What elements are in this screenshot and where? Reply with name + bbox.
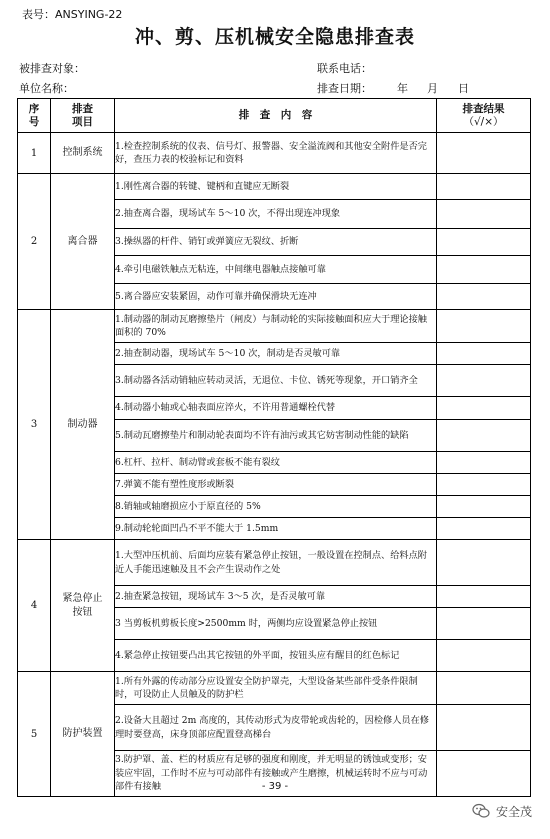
watermark-text: 安全茂 xyxy=(495,805,532,819)
col-project-header: 排查 项目 xyxy=(51,99,115,133)
project-name: 制动器 xyxy=(51,310,115,540)
result-cell[interactable] xyxy=(437,420,531,452)
target-label: 被排查对象： xyxy=(19,62,85,75)
result-cell[interactable] xyxy=(437,256,531,284)
date-year: 年 xyxy=(397,82,408,95)
table-row xyxy=(18,672,531,705)
chat-bubble-icon xyxy=(472,803,490,822)
check-item: 7.弹簧不能有塑性度形或断裂 xyxy=(115,474,437,496)
result-cell[interactable] xyxy=(437,200,531,229)
result-cell[interactable] xyxy=(437,343,531,365)
result-cell[interactable] xyxy=(437,397,531,420)
row-number: 1 xyxy=(18,133,51,174)
result-cell[interactable] xyxy=(437,365,531,397)
col-content-header: 排 查 内 容 xyxy=(115,99,437,133)
check-item: 2.抽查离合器，现场试车 5～10 次，不得出现连冲现象 xyxy=(115,200,437,229)
watermark xyxy=(472,803,532,822)
check-item: 5.离合器应安装紧固，动作可靠并确保滑块无连冲 xyxy=(115,284,437,310)
check-item: 4.制动器小轴或心轴表面应淬火，不许用普通螺栓代替 xyxy=(115,397,437,420)
result-cell[interactable] xyxy=(437,229,531,256)
table-row xyxy=(18,133,531,174)
check-item: 4.紧急停止按钮要凸出其它按钮的外平面，按钮头应有醒目的红色标记 xyxy=(115,640,437,672)
result-cell[interactable] xyxy=(437,496,531,518)
result-cell[interactable] xyxy=(437,608,531,640)
table-row xyxy=(18,310,531,343)
result-cell[interactable] xyxy=(437,705,531,751)
row-number: 3 xyxy=(18,310,51,540)
result-cell[interactable] xyxy=(437,540,531,586)
check-item: 1.所有外露的传动部分应设置安全防护罩壳，大型设备某些部件受条件限制时，可设防止人员触及的防护栏 xyxy=(115,672,437,705)
check-item: 6.杠杆、拉杆、制动臂或套板不能有裂纹 xyxy=(115,452,437,474)
form-code: 表号：ANSYING-22 xyxy=(22,8,123,21)
check-item: 1.检查控制系统的仪表、信号灯、报警器、安全溢流阀和其他安全附件是否完好，查压力表的校验标记和资料 xyxy=(115,133,437,174)
result-cell[interactable] xyxy=(437,310,531,343)
project-name: 控制系统 xyxy=(51,133,115,174)
check-item: 2.设备大且超过 2m 高度的，其传动形式为皮带轮或齿轮的，因检修人员在修理时要登高，床身顶部应配置登高梯台 xyxy=(115,705,437,751)
result-cell[interactable] xyxy=(437,133,531,174)
project-name: 紧急停止 按钮 xyxy=(51,540,115,672)
result-cell[interactable] xyxy=(437,284,531,310)
page-title: 冲、剪、压机械安全隐患排查表 xyxy=(134,26,415,48)
check-item: 1.制动器的制动瓦磨擦垫片（闸皮）与制动轮的实际接触面积应大于理论接触面积的 70% xyxy=(115,310,437,343)
result-cell[interactable] xyxy=(437,518,531,540)
check-item: 3.操纵器的杆件、销钉或弹簧应无裂纹、折断 xyxy=(115,229,437,256)
table-row xyxy=(18,174,531,200)
header-row xyxy=(18,99,531,133)
row-number: 5 xyxy=(18,672,51,797)
check-item: 4.牵引电磁铁触点无粘连，中间继电器触点接触可靠 xyxy=(115,256,437,284)
phone-label: 联系电话： xyxy=(317,62,372,75)
unit-label: 单位名称： xyxy=(19,82,74,95)
date-day: 日 xyxy=(458,82,469,95)
check-item: 3.制动器各活动销轴应转动灵活，无退位、卡位、锈死等现象，开口销齐全 xyxy=(115,365,437,397)
date-month: 月 xyxy=(427,82,438,95)
result-cell[interactable] xyxy=(437,640,531,672)
result-cell[interactable] xyxy=(437,474,531,496)
check-item: 3.防护罩、盖、栏的材质应有足够的强度和刚度，并无明显的锈蚀或变形；安装应牢固，工作时不应与可动部件有接触或产生磨擦，机械运转时不应与可动部件有接触 xyxy=(115,751,437,797)
result-cell[interactable] xyxy=(437,174,531,200)
col-no-header: 序 号 xyxy=(18,99,51,133)
project-name: 防护装置 xyxy=(51,672,115,797)
check-item: 8.销轴或轴磨损应小于原直径的 5% xyxy=(115,496,437,518)
result-cell[interactable] xyxy=(437,586,531,608)
check-item: 2.抽查制动器，现场试车 5～10 次，制动是否灵敏可靠 xyxy=(115,343,437,365)
row-number: 4 xyxy=(18,540,51,672)
date-label: 排查日期： xyxy=(317,82,372,95)
result-cell[interactable] xyxy=(437,672,531,705)
inspection-table xyxy=(17,98,531,797)
check-item: 2.抽查紧急按钮，现场试车 3～5 次，是否灵敏可靠 xyxy=(115,586,437,608)
check-item: 5.制动瓦磨擦垫片和制动轮表面均不许有油污或其它妨害制动性能的缺陷 xyxy=(115,420,437,452)
check-item: 1.刚性离合器的转键、键柄和直键应无断裂 xyxy=(115,174,437,200)
result-cell[interactable] xyxy=(437,452,531,474)
row-number: 2 xyxy=(18,174,51,310)
table-row xyxy=(18,540,531,586)
check-item: 1.大型冲压机前、后面均应装有紧急停止按钮，一般设置在控制点、给料点附近人手能迅速触及且不会产生误动作之处 xyxy=(115,540,437,586)
check-item: 9.制动轮轮面凹凸不平不能大于 1.5mm xyxy=(115,518,437,540)
check-item: 3 当剪板机剪板长度>2500mm 时，两侧均应设置紧急停止按钮 xyxy=(115,608,437,640)
col-result-header: 排查结果 （√/×） xyxy=(437,99,531,133)
project-name: 离合器 xyxy=(51,174,115,310)
page-number: - 39 - xyxy=(261,781,289,792)
